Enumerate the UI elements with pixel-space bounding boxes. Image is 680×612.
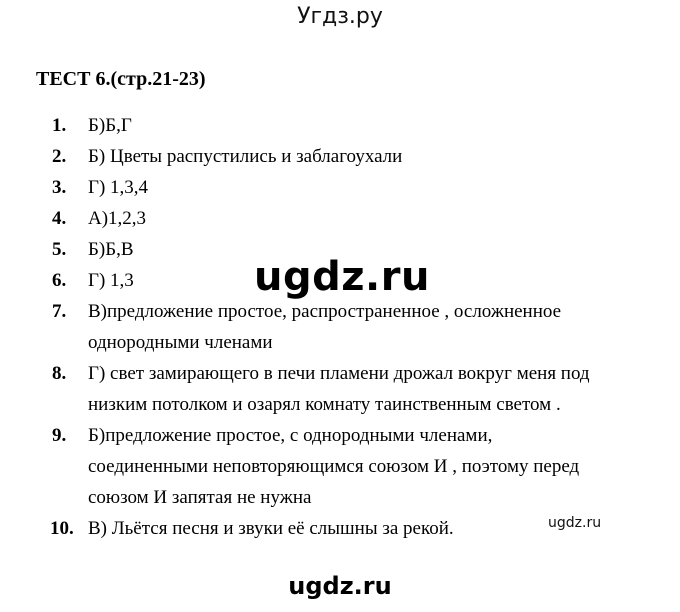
answer-text: Г) 1,3 (88, 270, 134, 291)
answer-number: 10. (50, 518, 74, 539)
answer-item (0, 296, 680, 358)
answer-text: В)предложение простое, распространенное , осложненное (88, 301, 562, 322)
answer-text: Б)Б,В (88, 239, 134, 260)
answer-item (0, 172, 680, 203)
answer-number: 8. (52, 363, 67, 384)
answer-item (0, 358, 680, 420)
answer-item (0, 141, 680, 172)
watermark-bottom: ugdz.ru (288, 572, 392, 600)
answer-text-continuation: низким потолком и озарял комнату таинственным светом . (88, 394, 561, 415)
answer-number: 4. (52, 208, 67, 229)
answer-text-continuation: союзом И запятая не нужна (88, 487, 312, 508)
answer-number: 7. (52, 301, 67, 322)
answer-item (0, 420, 680, 513)
site-header: Угдз.ру (297, 4, 383, 29)
answer-number: 1. (52, 115, 67, 136)
answer-number: 5. (52, 239, 67, 260)
answer-text: В) Льётся песня и звуки её слышны за рекой. (88, 518, 454, 539)
answer-item (0, 110, 680, 141)
answer-number: 9. (52, 425, 67, 446)
answer-text: Б)Б,Г (88, 115, 132, 136)
watermark-center: ugdz.ru (254, 254, 430, 300)
answer-text: Б)предложение простое, с однородными членами, (88, 425, 493, 446)
answer-text: Г) свет замирающего в печи пламени дрожал вокруг меня под (88, 363, 590, 384)
answer-list (0, 110, 680, 544)
answer-item (0, 203, 680, 234)
test-title: ТЕСТ 6.(стр.21-23) (36, 68, 206, 90)
answer-text: Б) Цветы распустились и заблагоухали (88, 146, 403, 167)
answer-text-continuation: однородными членами (88, 332, 273, 353)
answer-text: Г) 1,3,4 (88, 177, 149, 198)
answer-text-continuation: соединенными неповторяющимся союзом И , поэтому перед (88, 456, 580, 477)
watermark-small: ugdz.ru (548, 515, 602, 531)
answer-number: 3. (52, 177, 67, 198)
answer-number: 2. (52, 146, 67, 167)
answer-number: 6. (52, 270, 67, 291)
answer-text: А)1,2,3 (88, 208, 147, 229)
